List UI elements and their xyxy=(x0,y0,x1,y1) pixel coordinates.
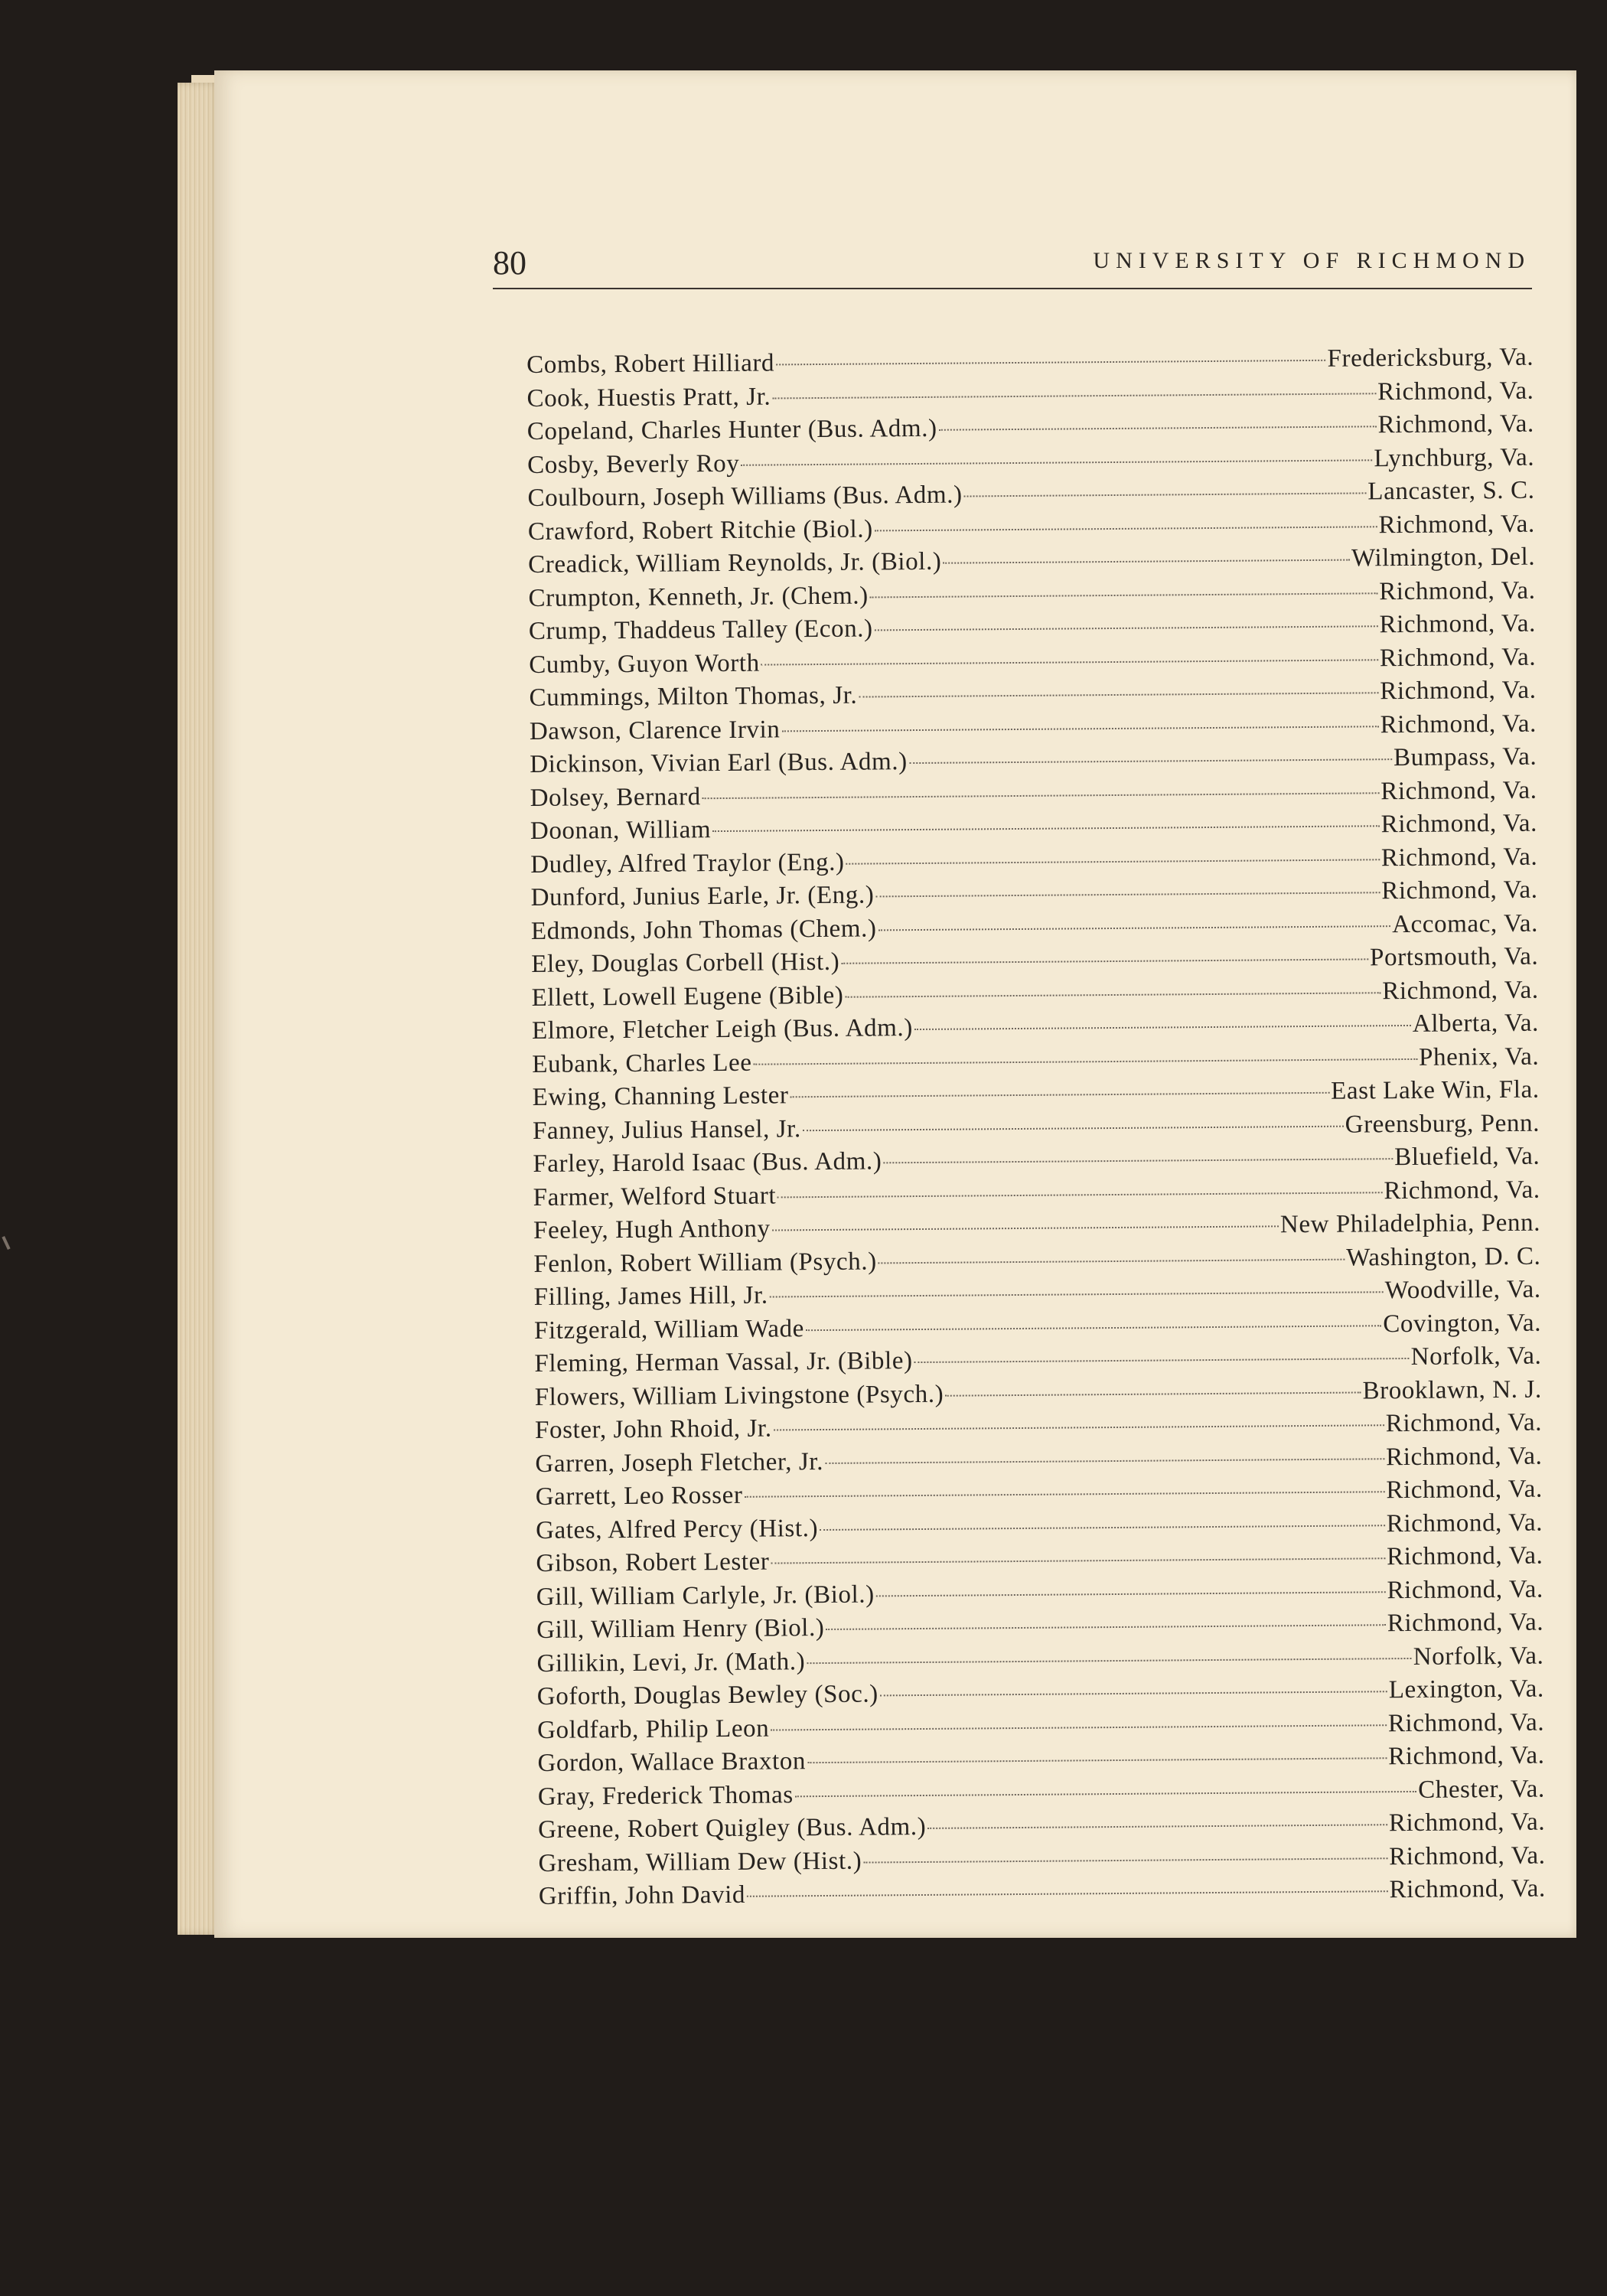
dot-leader xyxy=(803,1125,1344,1131)
dot-leader xyxy=(771,1724,1387,1730)
dot-leader xyxy=(863,1857,1387,1863)
dot-leader xyxy=(772,393,1376,399)
dot-leader xyxy=(875,526,1377,531)
dot-leader xyxy=(772,1225,1279,1231)
dot-leader xyxy=(781,726,1378,732)
dot-leader xyxy=(875,892,1380,897)
hometown: Richmond, Va. xyxy=(1388,1741,1545,1771)
hometown: East Lake Win, Fla. xyxy=(1331,1075,1540,1105)
hometown: Lynchburg, Va. xyxy=(1374,443,1535,472)
dot-leader xyxy=(846,859,1380,864)
running-head xyxy=(493,243,1530,282)
student-name: Ellett, Lowell Eugene (Bible) xyxy=(531,981,844,1012)
student-name: Gordon, Wallace Braxton xyxy=(537,1747,807,1777)
hometown: Lancaster, S. C. xyxy=(1367,476,1535,506)
header-rule xyxy=(493,288,1532,289)
student-name: Elmore, Fletcher Leigh (Bus. Adm.) xyxy=(531,1014,914,1045)
dot-leader xyxy=(795,1790,1416,1796)
dot-leader xyxy=(761,659,1378,665)
dot-leader xyxy=(883,1158,1393,1163)
hometown: Richmond, Va. xyxy=(1387,1541,1543,1571)
student-name: Combs, Robert Hilliard xyxy=(526,349,775,379)
dot-leader xyxy=(878,925,1391,931)
hometown: Phenix, Va. xyxy=(1418,1042,1540,1071)
student-name: Farley, Harold Isaac (Bus. Adm.) xyxy=(533,1147,882,1178)
dot-leader xyxy=(909,758,1392,764)
margin-mark xyxy=(2,1236,10,1250)
hometown: Woodville, Va. xyxy=(1384,1275,1541,1305)
student-name: Dolsey, Bernard xyxy=(530,782,701,812)
student-name: Flowers, William Livingstone (Psych.) xyxy=(534,1380,944,1411)
dot-leader xyxy=(754,1058,1418,1065)
dot-leader xyxy=(875,625,1378,631)
hometown: Covington, Va. xyxy=(1383,1309,1542,1338)
student-name: Fitzgerald, William Wade xyxy=(533,1314,805,1345)
dot-leader xyxy=(825,1458,1384,1464)
student-name: Garrett, Leo Rosser xyxy=(535,1481,743,1511)
hometown: Washington, D. C. xyxy=(1346,1242,1541,1272)
student-name: Creadick, William Reynolds, Jr. (Biol.) xyxy=(528,547,942,579)
dot-leader xyxy=(807,1657,1412,1663)
hometown: Richmond, Va. xyxy=(1386,1475,1543,1505)
hometown: Richmond, Va. xyxy=(1389,1841,1546,1870)
student-name: Dawson, Clarence Irvin xyxy=(529,715,781,745)
student-name: Filling, James Hill, Jr. xyxy=(533,1281,768,1311)
student-list xyxy=(526,341,1546,1914)
dot-leader xyxy=(939,426,1377,430)
dot-leader xyxy=(876,1591,1386,1596)
student-name: Fanney, Julius Hansel, Jr. xyxy=(532,1114,801,1145)
student-name: Copeland, Charles Hunter (Bus. Adm.) xyxy=(526,414,937,445)
student-name: Fleming, Herman Vassal, Jr. (Bible) xyxy=(534,1347,913,1378)
student-name: Foster, John Rhoid, Jr. xyxy=(534,1414,772,1444)
hometown: Richmond, Va. xyxy=(1377,409,1534,439)
dot-leader xyxy=(820,1525,1385,1531)
hometown: Richmond, Va. xyxy=(1380,843,1538,872)
student-name: Doonan, William xyxy=(530,816,712,845)
hometown: New Philadelphia, Penn. xyxy=(1279,1208,1541,1239)
student-name: Eley, Douglas Corbell (Hist.) xyxy=(531,947,840,978)
hometown: Richmond, Va. xyxy=(1380,809,1538,839)
dot-leader xyxy=(776,360,1325,366)
dot-leader xyxy=(712,825,1380,832)
dot-leader xyxy=(774,1424,1384,1430)
dot-leader xyxy=(859,692,1378,697)
dot-leader xyxy=(771,1557,1385,1564)
hometown: Richmond, Va. xyxy=(1381,876,1538,905)
student-name: Crawford, Robert Ritchie (Biol.) xyxy=(527,514,873,546)
dot-leader xyxy=(943,559,1350,564)
hometown: Wilmington, Del. xyxy=(1351,543,1536,572)
student-name: Garren, Joseph Fletcher, Jr. xyxy=(535,1447,824,1478)
dot-leader xyxy=(845,992,1380,997)
dot-leader xyxy=(770,1291,1384,1297)
dot-leader xyxy=(880,1691,1387,1696)
hometown: Norfolk, Va. xyxy=(1410,1342,1542,1371)
hometown: Chester, Va. xyxy=(1418,1775,1545,1804)
dot-leader xyxy=(741,459,1372,465)
student-name: Gill, William Henry (Biol.) xyxy=(536,1613,825,1644)
hometown: Richmond, Va. xyxy=(1379,609,1536,639)
dot-leader xyxy=(777,1192,1382,1198)
hometown: Greensburg, Penn. xyxy=(1345,1109,1540,1139)
dot-leader xyxy=(964,492,1367,497)
dot-leader xyxy=(747,1890,1388,1897)
page-number: 80 xyxy=(493,244,526,282)
student-name: Cummings, Milton Thomas, Jr. xyxy=(529,681,858,712)
student-name: Eubank, Charles Lee xyxy=(532,1049,752,1078)
student-name: Cook, Huestis Pratt, Jr. xyxy=(526,382,771,413)
student-name: Greene, Robert Quigley (Bus. Adm.) xyxy=(538,1812,927,1844)
dot-leader xyxy=(702,792,1380,799)
dot-leader xyxy=(745,1491,1385,1498)
student-name: Ewing, Channing Lester xyxy=(532,1081,789,1111)
hometown: Fredericksburg, Va. xyxy=(1327,343,1534,373)
dot-leader xyxy=(945,1391,1361,1396)
hometown: Richmond, Va. xyxy=(1377,377,1534,406)
hometown: Richmond, Va. xyxy=(1387,1708,1545,1737)
dot-leader xyxy=(790,1092,1330,1098)
student-name: Crumpton, Kenneth, Jr. (Chem.) xyxy=(528,582,869,612)
student-name: Farmer, Welford Stuart xyxy=(533,1181,777,1212)
dot-leader xyxy=(914,1358,1410,1363)
dot-leader xyxy=(927,1824,1387,1829)
hometown: Richmond, Va. xyxy=(1378,510,1535,539)
hometown: Lexington, Va. xyxy=(1388,1675,1544,1704)
running-head-title: UNIVERSITY OF RICHMOND xyxy=(1093,248,1530,273)
hometown: Accomac, Va. xyxy=(1392,909,1539,938)
student-name: Edmonds, John Thomas (Chem.) xyxy=(530,914,877,945)
hometown: Richmond, Va. xyxy=(1388,1808,1546,1838)
hometown: Richmond, Va. xyxy=(1387,1608,1544,1638)
hometown: Alberta, Va. xyxy=(1412,1009,1540,1038)
hometown: Richmond, Va. xyxy=(1382,976,1539,1005)
hometown: Richmond, Va. xyxy=(1380,676,1537,706)
dot-leader xyxy=(807,1757,1387,1763)
hometown: Portsmouth, Va. xyxy=(1369,942,1539,972)
student-name: Gray, Frederick Thomas xyxy=(537,1780,794,1811)
hometown: Richmond, Va. xyxy=(1386,1508,1543,1538)
hometown: Richmond, Va. xyxy=(1380,709,1537,739)
student-name: Feeley, Hugh Anthony xyxy=(533,1215,771,1244)
hometown: Richmond, Va. xyxy=(1380,776,1537,805)
student-name: Cosby, Beverly Roy xyxy=(527,449,740,479)
student-name: Cumby, Guyon Worth xyxy=(529,649,760,679)
hometown: Richmond, Va. xyxy=(1379,643,1537,672)
student-name: Gill, William Carlyle, Jr. (Biol.) xyxy=(536,1580,875,1611)
dot-leader xyxy=(826,1624,1385,1630)
student-name: Goldfarb, Philip Leon xyxy=(537,1714,770,1744)
student-name: Gillikin, Levi, Jr. (Math.) xyxy=(536,1647,806,1678)
student-name: Fenlon, Robert William (Psych.) xyxy=(533,1247,877,1278)
hometown: Richmond, Va. xyxy=(1379,576,1536,605)
hometown: Bluefield, Va. xyxy=(1394,1142,1540,1172)
student-name: Dickinson, Vivian Earl (Bus. Adm.) xyxy=(530,748,908,778)
student-name: Gates, Alfred Percy (Hist.) xyxy=(535,1514,819,1544)
hometown: Norfolk, Va. xyxy=(1413,1642,1544,1671)
student-name: Gibson, Robert Lester xyxy=(536,1548,770,1577)
hometown: Richmond, Va. xyxy=(1389,1874,1546,1904)
dot-leader xyxy=(870,592,1378,598)
student-name: Goforth, Douglas Bewley (Soc.) xyxy=(536,1680,878,1711)
hometown: Richmond, Va. xyxy=(1384,1176,1540,1205)
student-name: Dunford, Junius Earle, Jr. (Eng.) xyxy=(530,881,875,912)
hometown: Richmond, Va. xyxy=(1387,1575,1543,1604)
hometown: Richmond, Va. xyxy=(1385,1442,1543,1471)
hometown: Brooklawn, N. J. xyxy=(1362,1375,1542,1404)
student-name: Crump, Thaddeus Talley (Econ.) xyxy=(528,615,873,645)
student-name: Coulbourn, Joseph Williams (Bus. Adm.) xyxy=(527,481,963,512)
dot-leader xyxy=(914,1025,1411,1030)
student-name: Gresham, William Dew (Hist.) xyxy=(538,1847,862,1877)
student-name: Dudley, Alfred Traylor (Eng.) xyxy=(530,848,845,879)
hometown: Richmond, Va. xyxy=(1385,1408,1543,1438)
dot-leader xyxy=(841,958,1368,964)
dot-leader xyxy=(806,1325,1381,1331)
hometown: Bumpass, Va. xyxy=(1393,742,1537,772)
dot-leader xyxy=(878,1258,1345,1264)
student-name: Griffin, John David xyxy=(538,1880,746,1910)
